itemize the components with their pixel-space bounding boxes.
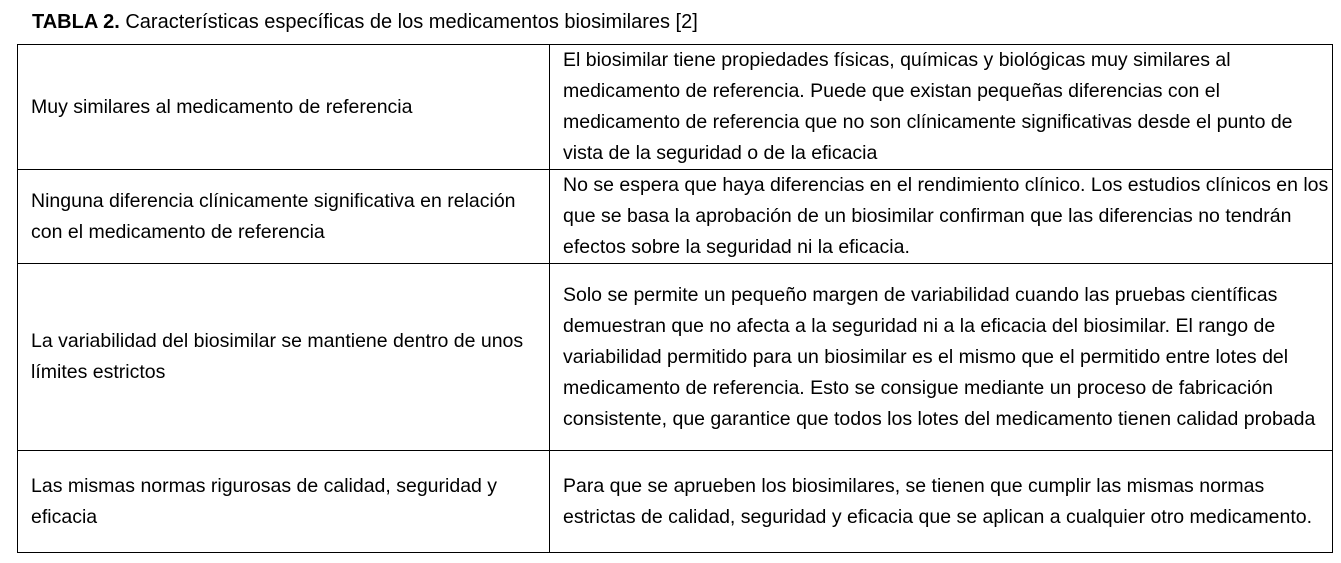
characteristic-cell: Muy similares al medicamento de referencia: [18, 45, 550, 170]
table-row: [18, 170, 1333, 264]
description-cell: Solo se permite un pequeño margen de variabilidad cuando las pruebas científicas demuestran que no afecta a la seguridad ni a la eficacia del biosimilar. El rango de variabilidad permitido para un biosimilar es el mismo que el permitido entre lotes del medicamento de referencia. Esto se consigue mediante un proceso de fabricación consistente, que garantice que todos los lotes del medicamento tienen calidad probada: [550, 264, 1333, 451]
description-cell: No se espera que haya diferencias en el rendimiento clínico. Los estudios clínicos en los que se basa la aprobación de un biosimilar confirman que las diferencias no tendrán efectos sobre la seguridad ni la eficacia.: [550, 170, 1333, 264]
table-row: [18, 264, 1333, 451]
description-cell: El biosimilar tiene propiedades físicas, químicas y biológicas muy similares al medicamento de referencia. Puede que existan pequeñas diferencias con el medicamento de referencia que no son clínicamente significativas desde el punto de vista de la seguridad o de la eficacia: [550, 45, 1333, 170]
table-row: [18, 451, 1333, 553]
table-caption-text: Características específicas de los medicamentos biosimilares [2]: [119, 11, 698, 33]
characteristics-table: [17, 44, 1333, 553]
description-cell: Para que se aprueben los biosimilares, se tienen que cumplir las mismas normas estrictas de calidad, seguridad y eficacia que se aplican a cualquier otro medicamento.: [550, 451, 1333, 553]
table-caption-label: TABLA 2.: [32, 11, 120, 33]
table-row: [18, 45, 1333, 170]
characteristic-cell: La variabilidad del biosimilar se mantiene dentro de unos límites estrictos: [18, 264, 550, 451]
characteristic-cell: Ninguna diferencia clínicamente significativa en relación con el medicamento de referencia: [18, 170, 550, 264]
table-caption: [32, 9, 698, 35]
characteristic-cell: Las mismas normas rigurosas de calidad, seguridad y eficacia: [18, 451, 550, 553]
